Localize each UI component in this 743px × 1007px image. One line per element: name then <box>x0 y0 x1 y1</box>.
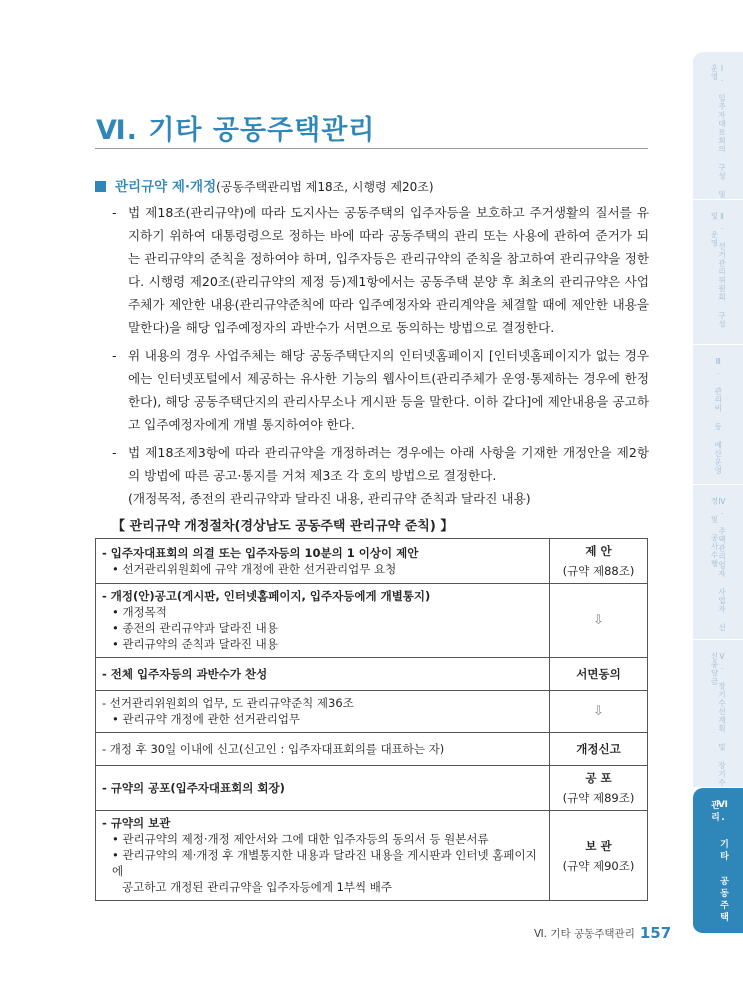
step-bullet: • 선거관리위원회에 규약 개정에 관한 선거관리업무 요청 <box>112 561 397 576</box>
paragraph <box>112 344 649 436</box>
step-label-main: 제 안 <box>585 544 612 558</box>
chapter-tab-6[interactable] <box>693 788 743 934</box>
step-description <box>96 584 550 658</box>
step-label <box>550 658 648 691</box>
page-number: 157 <box>639 924 672 942</box>
chapter-tab-1[interactable] <box>693 52 743 200</box>
dash-marker: - <box>112 348 117 363</box>
chapter-tab-label: Ⅲ. 관리비 등 예산운영 <box>713 357 723 475</box>
step-heading: - 규약의 공포(입주자대표회의 회장) <box>102 780 285 795</box>
step-label-main: 보 관 <box>585 838 612 853</box>
step-bullet: • 종전의 관리규약과 달라진 내용 <box>112 621 278 635</box>
step-label-ref: (규약 제89조) <box>562 791 635 805</box>
step-label <box>550 733 648 766</box>
step-label-main: 개정신고 <box>576 742 621 756</box>
page-footer <box>534 924 671 942</box>
chapter-tab-label: Ⅳ. 주택관리업자 사업자 선정 및 공사수행 <box>710 497 727 632</box>
paragraph <box>112 441 649 510</box>
step-bullet-continued: 공고하고 개정된 관리규약을 입주자등에게 1부씩 배주 <box>122 880 392 894</box>
step-bullet: • 관리규약의 제·개정 후 개별통지한 내용과 달라진 내용을 게시판과 인터넷 홈페이지에 <box>112 848 537 878</box>
table-row <box>96 539 648 584</box>
step-label-main: 공 포 <box>585 771 612 785</box>
down-arrow-icon: ⇩ <box>593 703 604 719</box>
chapter-tab-2[interactable] <box>693 200 743 345</box>
chapter-tab-label: Ⅵ. 기타 공동주택관리 <box>709 800 728 924</box>
page-title: Ⅵ. 기타 공동주택관리 <box>96 115 376 146</box>
step-bullet: • 관리규약 개정에 관한 선거관리업무 <box>112 712 301 726</box>
step-description <box>96 766 550 811</box>
procedure-table <box>95 538 648 901</box>
table-row <box>96 658 648 691</box>
table-row <box>96 766 648 811</box>
chapter-tab-label: Ⅴ. 장기수선계획 및 장기수선충당금 <box>710 652 727 787</box>
step-bullet: • 개정목적 <box>112 605 167 619</box>
step-label-ref: (규약 제90조) <box>562 858 635 873</box>
chapter-tab-5[interactable] <box>693 640 743 788</box>
step-description <box>96 539 550 584</box>
paragraph-text: 위 내용의 경우 사업주체는 해당 공동주택단지의 인터넷홈페이지 [인터넷홈페이지가 없는 경우에는 인터넷포털에서 제공하는 유사한 기능의 웹사이트(관리주체가 운영·통제하는 경우에 한정한다), 해당 공동주택단지의 관리사무소나 게시판 등을 말한다. 이하 같다]에 제안내용을 공고하고 입주예정자에게 개별 통지하여야 한다. <box>128 348 649 432</box>
dash-marker: - <box>112 445 117 460</box>
step-description <box>96 691 550 733</box>
table-row <box>96 584 648 658</box>
paragraph-note: (개정목적, 종전의 관리규약과 달라진 내용, 관리규약 준칙과 달라진 내용) <box>128 491 531 506</box>
chapter-tab-4[interactable] <box>693 485 743 640</box>
step-description <box>96 733 550 766</box>
square-bullet-icon <box>95 181 106 192</box>
step-description <box>96 811 550 901</box>
chapter-tab-3[interactable] <box>693 345 743 485</box>
chapter-tab-label: Ⅱ. 선거관리위원회 구성 및 운영 <box>710 212 727 329</box>
title-divider <box>95 148 648 149</box>
body-paragraphs <box>112 201 649 515</box>
step-heading: - 선거관리위원회의 업무, 도 관리규약준칙 제36조 <box>102 696 354 710</box>
step-heading: - 개정 후 30일 이내에 신고(신고인 : 입주자대표회의를 대표하는 자) <box>102 742 445 756</box>
step-bullet: • 관리규약의 준칙과 달라진 내용 <box>112 637 278 651</box>
down-arrow-icon: ⇩ <box>593 612 604 628</box>
footer-section-name: Ⅵ. 기타 공동주택관리 <box>534 928 635 940</box>
paragraph-text: 법 제18조(관리규약)에 따라 도지사는 공동주택의 입주자등을 보호하고 주거생활의 질서를 유지하기 위하여 대통령령으로 정하는 바에 따라 공동주택의 관리 또는 사용에 관하여 준거가 되는 관리규약의 준칙을 정하여야 하며, 입주자등은 관리규약의 준칙을 참고하여 관리규약을 정한다. 시행령 제20조(관리규약의 제정 등)제1항에서는 공동주택 분양 후 최초의 관리규약은 사업주체가 제안한 내용(관리규약준칙에 따라 입주예정자와 관리계약을 체결할 때에 제안한 내용을 말한다)을 해당 입주예정자의 과반수가 서면으로 동의하는 방법으로 결정한다. <box>128 205 649 335</box>
paragraph <box>112 201 649 339</box>
section-heading-sub: (공동주택관리법 제18조, 시행령 제20조) <box>216 180 434 194</box>
flow-table-title: 【 관리규약 개정절차(경상남도 공동주택 관리규약 준칙) 】 <box>112 519 454 534</box>
table-row <box>96 733 648 766</box>
step-label <box>550 811 648 901</box>
step-label <box>550 539 648 584</box>
step-heading: - 전체 입주자등의 과반수가 찬성 <box>102 667 268 681</box>
step-heading: - 입주자대표회의 의결 또는 입주자등의 10분의 1 이상이 제안 <box>102 545 419 560</box>
section-heading-main: 관리규약 제·개정 <box>115 179 217 195</box>
paragraph-text: 법 제18조제3항에 따라 관리규약을 개정하려는 경우에는 아래 사항을 기재한 개정안을 제2항의 방법에 따른 공고·통지를 거쳐 제3조 각 호의 방법으로 결정한다. <box>128 445 649 483</box>
step-label-main: 서면동의 <box>576 667 621 681</box>
step-heading: - 개정(안)공고(게시판, 인터넷홈페이지, 입주자등에게 개별통지) <box>102 589 431 603</box>
step-description <box>96 658 550 691</box>
table-row <box>96 691 648 733</box>
step-label-ref: (규약 제88조) <box>562 564 635 578</box>
table-row <box>96 811 648 901</box>
step-label <box>550 691 648 733</box>
step-label <box>550 584 648 658</box>
step-bullet: • 관리규약의 제정·개정 제안서와 그에 대한 입주자등의 동의서 등 원본서류 <box>112 832 489 846</box>
chapter-tab-label: Ⅰ. 입주자대표회의 구성 및 운영 <box>710 64 727 199</box>
section-heading <box>95 175 434 195</box>
step-label <box>550 766 648 811</box>
dash-marker: - <box>112 205 117 220</box>
step-heading: - 규약의 보관 <box>102 816 171 830</box>
